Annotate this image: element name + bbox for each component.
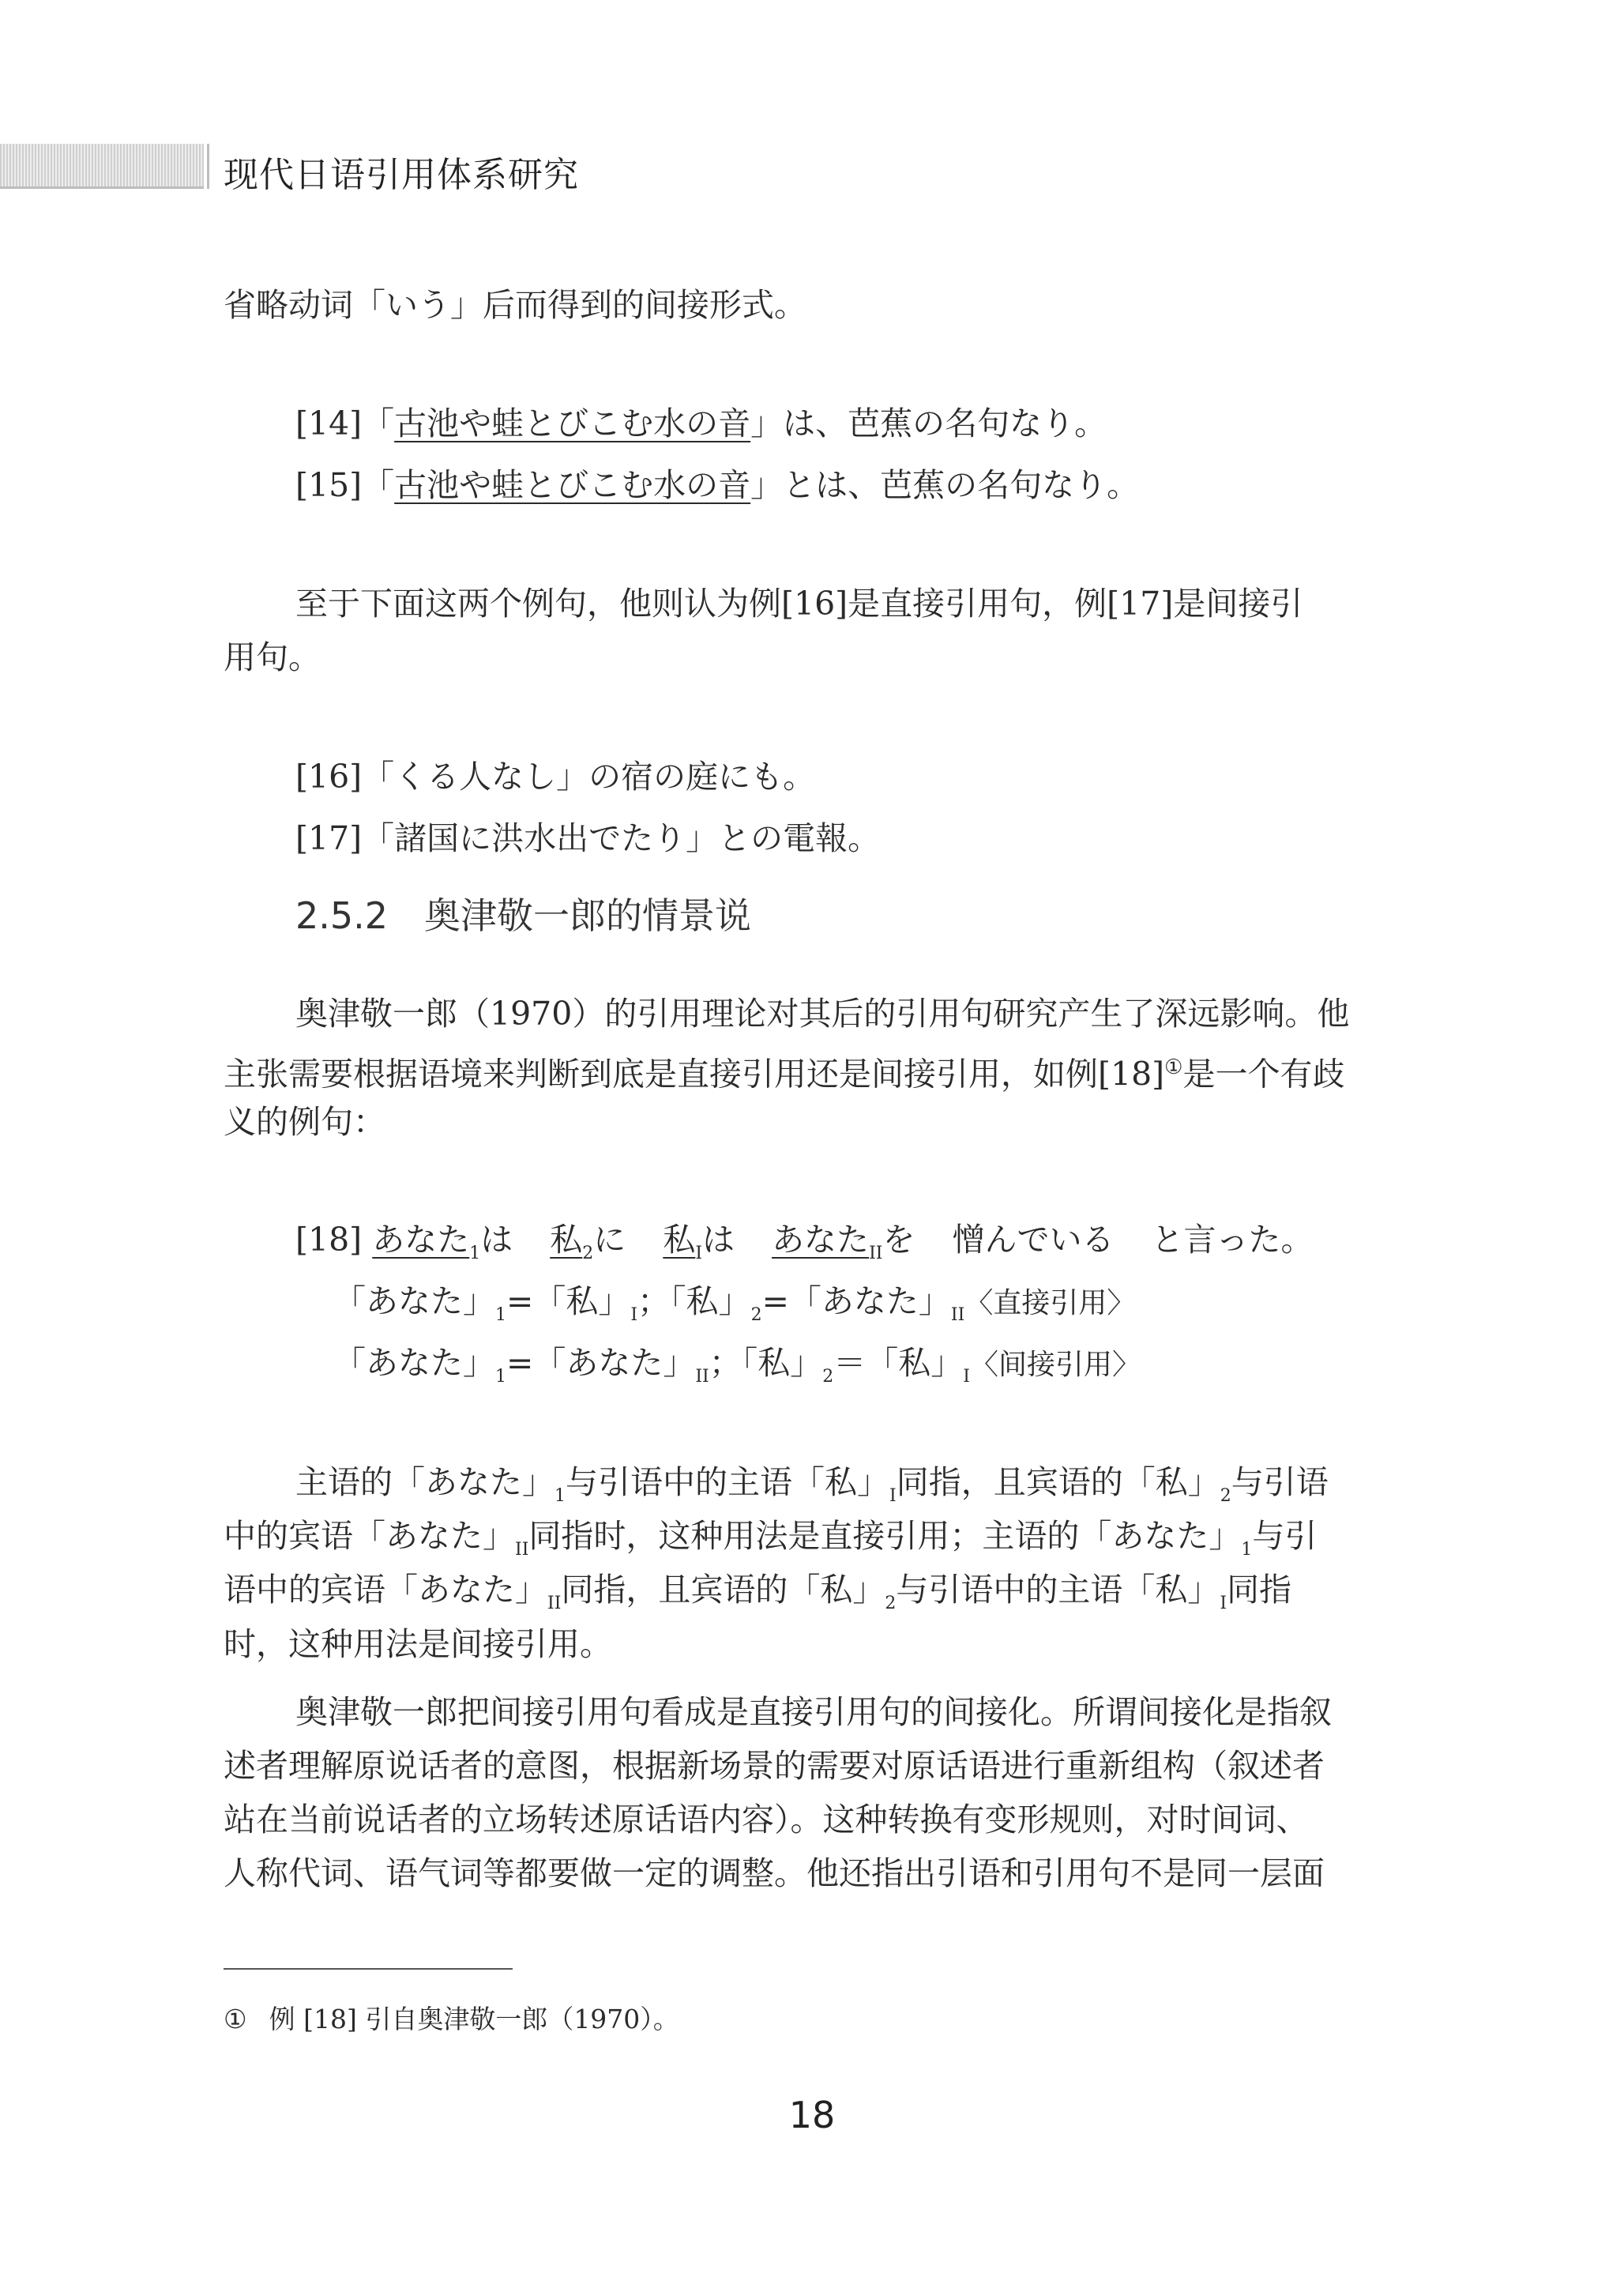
example-number: [18] bbox=[295, 1221, 363, 1259]
sub-index: II bbox=[869, 1244, 883, 1263]
page-number: 18 bbox=[788, 2094, 836, 2136]
sub-index: 1 bbox=[554, 1486, 566, 1506]
sub-index: I bbox=[963, 1367, 970, 1387]
term: ；「私」 bbox=[709, 1344, 823, 1382]
quote-open: 「 bbox=[362, 466, 395, 504]
paragraph-1-line-1: 至于下面这两个例句，他则认为例[16]是直接引用句，例[17]是间接引 bbox=[295, 585, 1303, 623]
term: =「あなた」 bbox=[761, 1282, 951, 1320]
sub-index: I bbox=[889, 1486, 897, 1506]
underlined-quote: 古池や蛙とびこむ水の音 bbox=[394, 466, 751, 504]
paragraph-4-line-2: 述者理解原说话者的意图，根据新场景的需要对原话语进行重新组构（叙述者 bbox=[224, 1747, 1325, 1785]
header-bar bbox=[0, 144, 204, 186]
sub-index: II bbox=[950, 1305, 965, 1325]
paragraph-1-line-2: 用句。 bbox=[224, 638, 321, 676]
word: あなた bbox=[372, 1221, 470, 1259]
text: 语中的宾语「あなた」 bbox=[224, 1571, 547, 1609]
example-16: [16]「くる人なし」の宿の庭にも。 bbox=[295, 758, 816, 796]
sub-index: 1 bbox=[469, 1244, 481, 1263]
term: =「あなた」 bbox=[506, 1344, 696, 1382]
footnote-rule bbox=[224, 1968, 513, 1970]
paragraph-2-line-2 bbox=[224, 1031, 1344, 1111]
sub-index: I bbox=[695, 1244, 703, 1263]
sub-index: 2 bbox=[885, 1594, 897, 1613]
sub-index: 2 bbox=[582, 1244, 594, 1263]
term: 「あなた」 bbox=[333, 1282, 495, 1320]
term: ；「私」 bbox=[637, 1282, 751, 1320]
header-divider bbox=[207, 144, 209, 189]
term: =「私」 bbox=[506, 1282, 631, 1320]
example-rest: 」とは、芭蕉の名句なり。 bbox=[750, 466, 1140, 504]
example-number: [15] bbox=[295, 466, 363, 504]
label: 〈直接引用〉 bbox=[964, 1287, 1136, 1319]
sub-index: 2 bbox=[750, 1305, 762, 1325]
text: 与引语中的主语「私」 bbox=[896, 1571, 1220, 1609]
paragraph-4-line-3: 站在当前说话者的立场转述原话语内容）。这种转换有变形规则，对时间词、 bbox=[224, 1801, 1309, 1839]
sub-index: 2 bbox=[822, 1367, 834, 1387]
word: 私 bbox=[663, 1221, 696, 1259]
example-17: [17]「諸国に洪水出でたり」との電報。 bbox=[295, 819, 881, 857]
label: 〈间接引用〉 bbox=[969, 1349, 1141, 1381]
text: 同指，且宾语的「私」 bbox=[896, 1463, 1220, 1501]
sub-index: 1 bbox=[495, 1305, 506, 1325]
example-rest: 」は、芭蕉の名句なり。 bbox=[750, 405, 1107, 442]
text: 是一个有歧 bbox=[1182, 1055, 1345, 1093]
particle: は bbox=[702, 1221, 735, 1259]
text: 主语的「あなた」 bbox=[295, 1463, 554, 1501]
header-bar-underline bbox=[0, 186, 204, 189]
text: 与引语中的主语「私」 bbox=[566, 1463, 889, 1501]
footnote-marker: ① bbox=[224, 2004, 247, 2034]
example-18-reading-indirect bbox=[333, 1327, 1141, 1413]
term: 「あなた」 bbox=[333, 1344, 495, 1382]
paragraph-4-line-1: 奥津敬一郎把间接引用句看成是直接引用句的间接化。所谓间接化是指叙 bbox=[295, 1693, 1332, 1731]
footnote bbox=[224, 1999, 679, 2036]
sub-index: 1 bbox=[495, 1367, 506, 1387]
footnote-ref: ① bbox=[1164, 1056, 1183, 1079]
paragraph-4-line-4: 人称代词、语气词等都要做一定的调整。他还指出引语和引用句不是同一层面 bbox=[224, 1854, 1325, 1892]
example-15 bbox=[295, 449, 1139, 521]
word: と言った。 bbox=[1151, 1221, 1314, 1259]
particle: を bbox=[882, 1221, 915, 1259]
particle: は bbox=[480, 1221, 513, 1259]
quote-open: 「 bbox=[362, 405, 395, 442]
sub-index: 1 bbox=[1241, 1540, 1253, 1560]
section-number: 2.5.2 bbox=[295, 894, 389, 937]
word: 私 bbox=[550, 1221, 583, 1259]
text: 与引语 bbox=[1231, 1463, 1329, 1501]
running-header-title: 现代日语引用体系研究 bbox=[224, 155, 579, 195]
example-number: [14] bbox=[295, 405, 363, 442]
word: 憎んでいる bbox=[952, 1221, 1115, 1259]
section-title: 奥津敬一郎的情景说 bbox=[424, 894, 752, 937]
text: 同指 bbox=[1227, 1571, 1292, 1609]
term: ＝「私」 bbox=[833, 1344, 964, 1382]
section-heading bbox=[295, 887, 751, 939]
paragraph-2-line-3: 义的例句： bbox=[224, 1103, 385, 1141]
word: あなた bbox=[772, 1221, 870, 1259]
paragraph-0: 省略动词「いう」后而得到的间接形式。 bbox=[224, 286, 806, 324]
sub-index: II bbox=[695, 1367, 709, 1387]
text: 主张需要根据语境来判断到底是直接引用还是间接引用，如例[18] bbox=[224, 1055, 1165, 1093]
paragraph-3-line-4: 时，这种用法是间接引用。 bbox=[224, 1625, 612, 1663]
footnote-text: 例 [18] 引自奥津敬一郎（1970）。 bbox=[269, 2004, 679, 2034]
text: 与引 bbox=[1252, 1517, 1318, 1555]
sub-index: II bbox=[515, 1540, 529, 1560]
paragraph-2-line-1: 奥津敬一郎（1970）的引用理论对其后的引用句研究产生了深远影响。他 bbox=[295, 995, 1350, 1033]
underlined-quote: 古池や蛙とびこむ水の音 bbox=[394, 405, 751, 442]
text: 同指，且宾语的「私」 bbox=[561, 1571, 885, 1609]
particle: に bbox=[593, 1221, 626, 1259]
text: 中的宾语「あなた」 bbox=[224, 1517, 515, 1555]
sub-index: I bbox=[630, 1305, 638, 1325]
text: 同指时，这种用法是直接引用；主语的「あなた」 bbox=[528, 1517, 1242, 1555]
sub-index: 2 bbox=[1220, 1486, 1231, 1506]
sub-index: I bbox=[1220, 1594, 1227, 1613]
sub-index: II bbox=[547, 1594, 562, 1613]
